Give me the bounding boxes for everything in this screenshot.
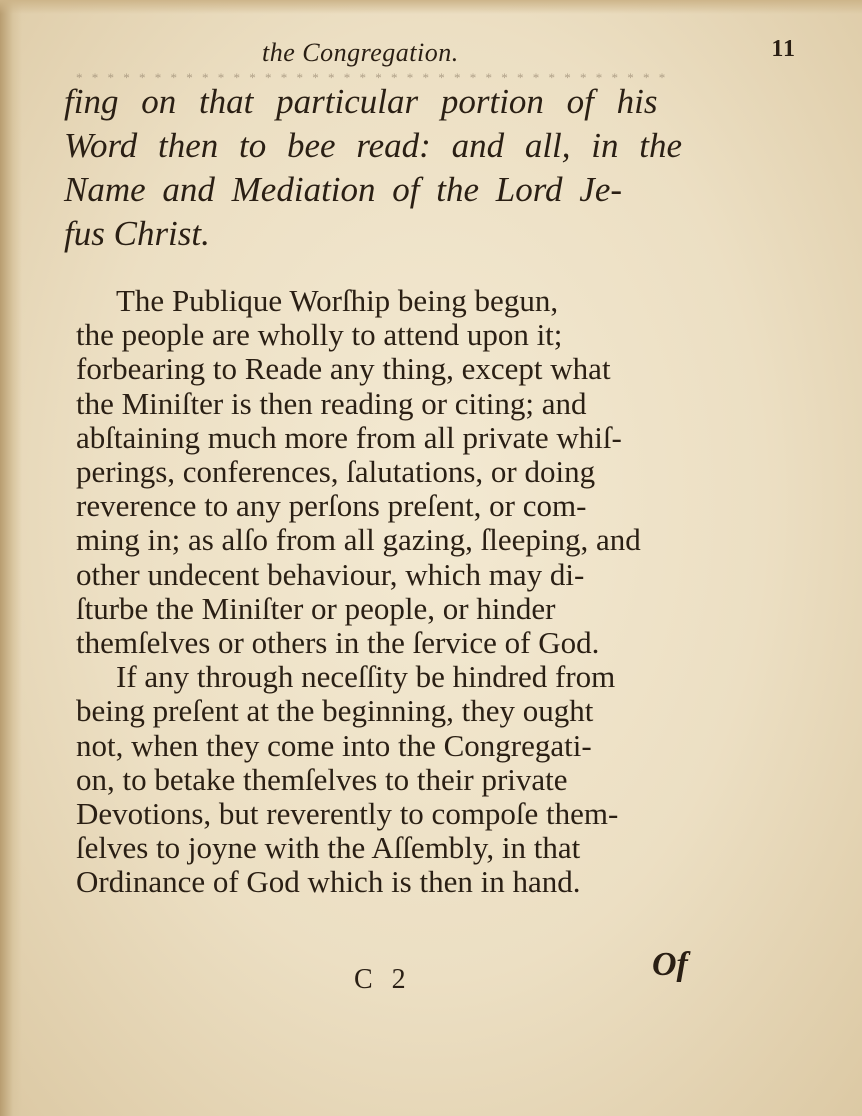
body-text: [76, 284, 716, 900]
text-line: ſturbe the Miniſter or people, or hinder: [76, 590, 556, 626]
text-line: The Publique Worſhip being begun,: [116, 283, 559, 318]
text-line: abſtaining much more from all private whiſ-: [76, 419, 622, 455]
text-line: on, to betake themſelves to their private: [76, 761, 568, 797]
text-line: being preſent at the beginning, they ought: [76, 693, 594, 729]
text-line: not, when they come into the Congregati-: [76, 727, 592, 763]
text-line: the people are wholly to attend upon it;: [76, 317, 563, 353]
text-line: themſelves or others in the ſervice of God.: [76, 625, 600, 661]
italic-line: fus Christ.: [64, 214, 210, 253]
page-top-edge: [0, 0, 862, 14]
text-line: forbearing to Reade any thing, except what: [76, 351, 611, 387]
text-line: perings, conferences, ſalutations, or doing: [76, 454, 596, 490]
page-number: 11: [771, 36, 796, 62]
text-line: ming in; as alſo from all gazing, ſleeping, and: [76, 522, 641, 558]
ornament-rule: * * * * * * * * * * * * * * * * * * * * * * * * * * * * * * * * * * * * * *: [76, 70, 669, 84]
text-line: Devotions, but reverently to compoſe them-: [76, 796, 619, 832]
text-line: reverence to any perſons preſent, or com-: [76, 488, 587, 524]
running-head: the Congregation.: [262, 38, 459, 67]
italic-line: Name and Mediation of the Lord Je-: [64, 170, 623, 209]
italic-line: fing on that particular portion of his: [64, 82, 658, 121]
text-line: ſelves to joyne with the Aſſembly, in that: [76, 830, 581, 866]
signature-mark: C 2: [354, 964, 412, 995]
page-gutter-shadow: [0, 0, 22, 1116]
text-line: Ordinance of God which is then in hand.: [76, 864, 581, 900]
italic-text-block: [64, 80, 714, 256]
text-line: If any through neceſſity be hindred from: [116, 659, 616, 695]
italic-line: Word then to bee read: and all, in the: [64, 126, 683, 165]
text-line: the Miniſter is then reading or citing; and: [76, 385, 587, 421]
catchword: Of: [652, 946, 688, 983]
text-line: other undecent behaviour, which may di-: [76, 556, 585, 592]
